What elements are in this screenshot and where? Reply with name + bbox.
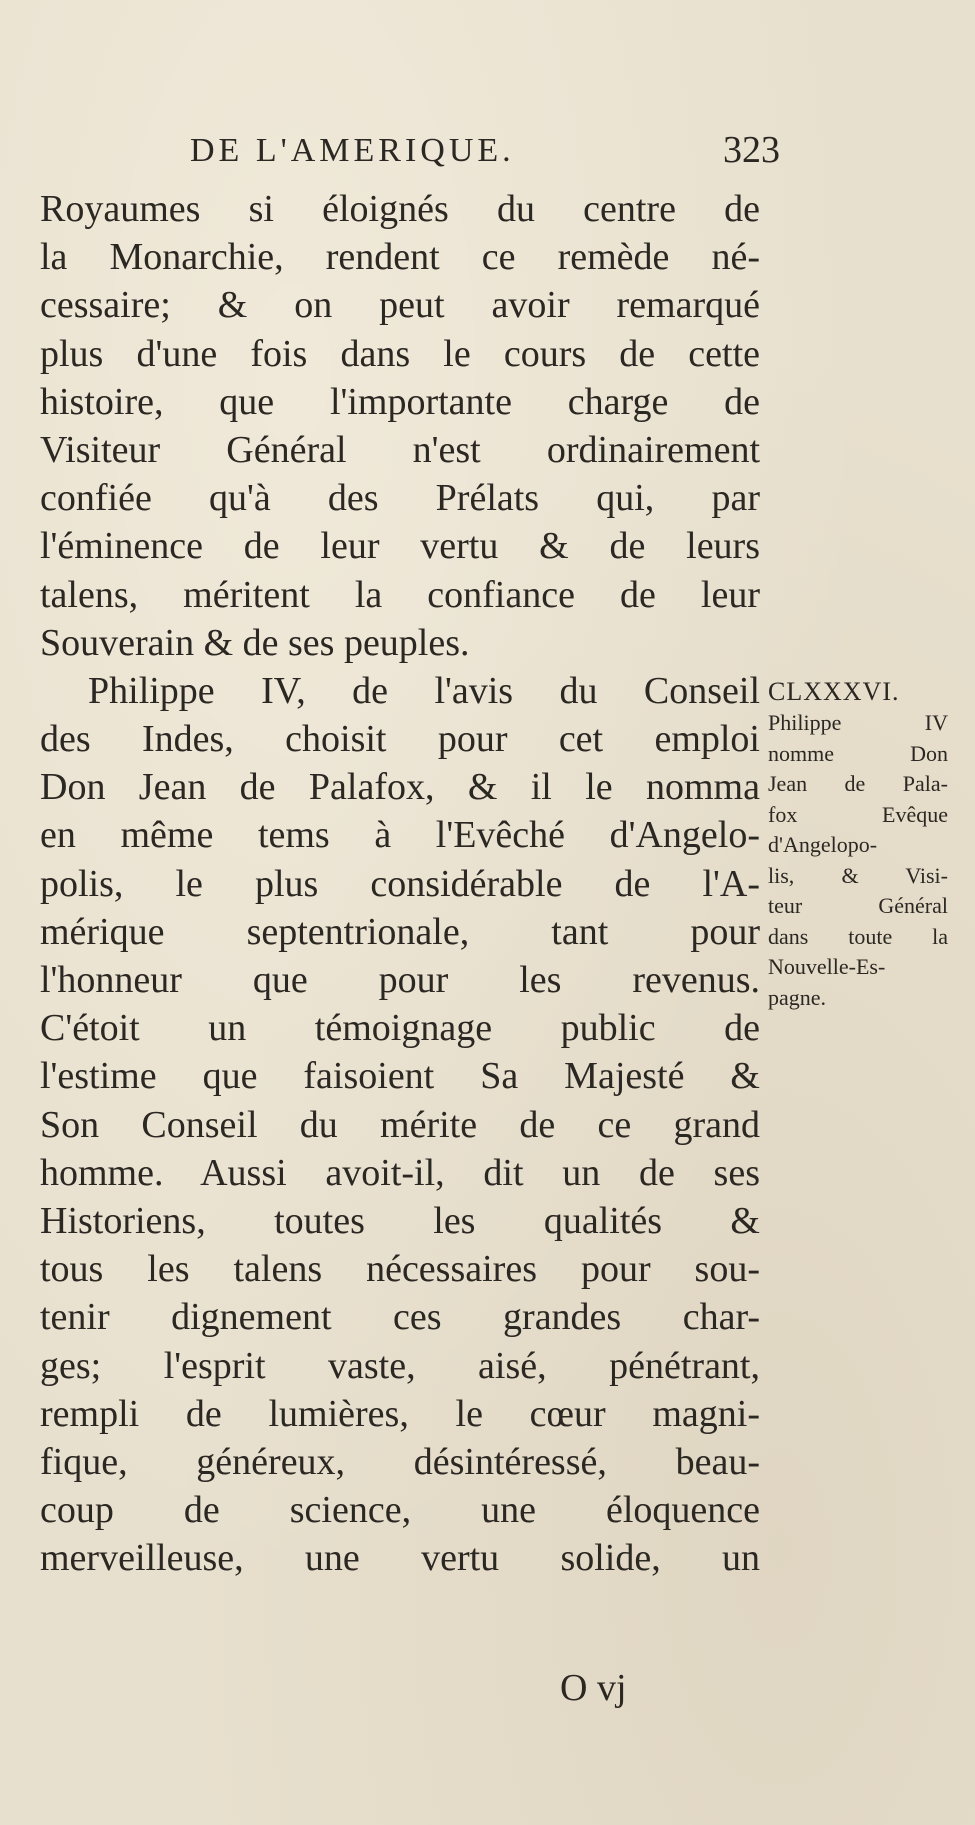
text-line: Royaumes si éloignés du centre de — [40, 188, 760, 230]
margin-note-line: fox Evêque — [768, 801, 948, 827]
text-line: tenir dignement ces grandes char- — [40, 1296, 760, 1339]
page-header — [180, 128, 780, 180]
text-line: plus d'une fois dans le cours de cette — [40, 332, 760, 375]
text-line: l'honneur que pour les revenus. — [40, 959, 760, 1001]
text-line: rempli de lumières, le cœur magni- — [40, 1392, 760, 1435]
text-line: Philippe IV, de l'avis du Conseil — [88, 669, 760, 712]
text-line: confiée qu'à des Prélats qui, par — [40, 477, 760, 520]
margin-note-line: Nouvelle-Es- — [768, 954, 886, 979]
text-line: tous les talens nécessaires pour sou- — [40, 1248, 760, 1291]
text-line: l'estime que faisoient Sa Majesté & — [40, 1055, 760, 1098]
margin-note — [768, 676, 948, 1013]
text-line: Son Conseil du mérite de ce grand — [40, 1103, 760, 1146]
margin-note-line: dans toute la — [768, 923, 948, 949]
text-line: C'étoit un témoignage public de — [40, 1007, 760, 1050]
text-line: polis, le plus considérable de l'A- — [40, 862, 760, 905]
text-line: Historiens, toutes les qualités & — [40, 1199, 760, 1242]
text-line: talens, méritent la confiance de leur — [40, 573, 760, 616]
margin-note-line: Philippe IV — [768, 710, 948, 735]
text-line: la Monarchie, rendent ce remède né- — [40, 236, 760, 279]
text-line: Souverain & de ses peuples. — [40, 621, 470, 664]
text-line: coup de science, une éloquence — [40, 1489, 760, 1532]
text-line: merveilleuse, une vertu solide, un — [40, 1537, 760, 1580]
text-line: homme. Aussi avoit-il, dit un de ses — [40, 1151, 760, 1194]
text-line: ges; l'esprit vaste, aisé, pénétrant, — [40, 1344, 760, 1387]
page-number: 323 — [723, 129, 780, 171]
text-line: en même tems à l'Evêché d'Angelo- — [40, 814, 760, 857]
margin-note-line: lis, & Visi- — [768, 862, 948, 888]
text-line: mérique septentrionale, tant pour — [40, 910, 760, 953]
signature-mark: O vj — [560, 1667, 627, 1709]
text-line: histoire, que l'importante charge de — [40, 380, 760, 423]
margin-note-line: d'Angelopo- — [768, 832, 878, 857]
margin-note-line: pagne. — [768, 984, 827, 1010]
body-text — [40, 185, 760, 1582]
text-line: fique, généreux, désintéressé, beau- — [40, 1440, 760, 1483]
text-line: des Indes, choisit pour cet emploi — [40, 718, 760, 761]
running-head: DE L'AMERIQUE. — [190, 132, 515, 169]
margin-note-line: nomme Don — [768, 740, 948, 766]
margin-note-number: CLXXXVI. — [768, 677, 900, 706]
text-line: Don Jean de Palafox, & il le nomma — [40, 766, 760, 809]
margin-note-line: teur Général — [768, 893, 948, 918]
text-line: l'éminence de leur vertu & de leurs — [40, 525, 760, 568]
text-line: Visiteur Général n'est ordinairement — [40, 428, 760, 471]
margin-note-line: Jean de Pala- — [768, 771, 948, 796]
text-line: cessaire; & on peut avoir remarqué — [40, 284, 760, 327]
